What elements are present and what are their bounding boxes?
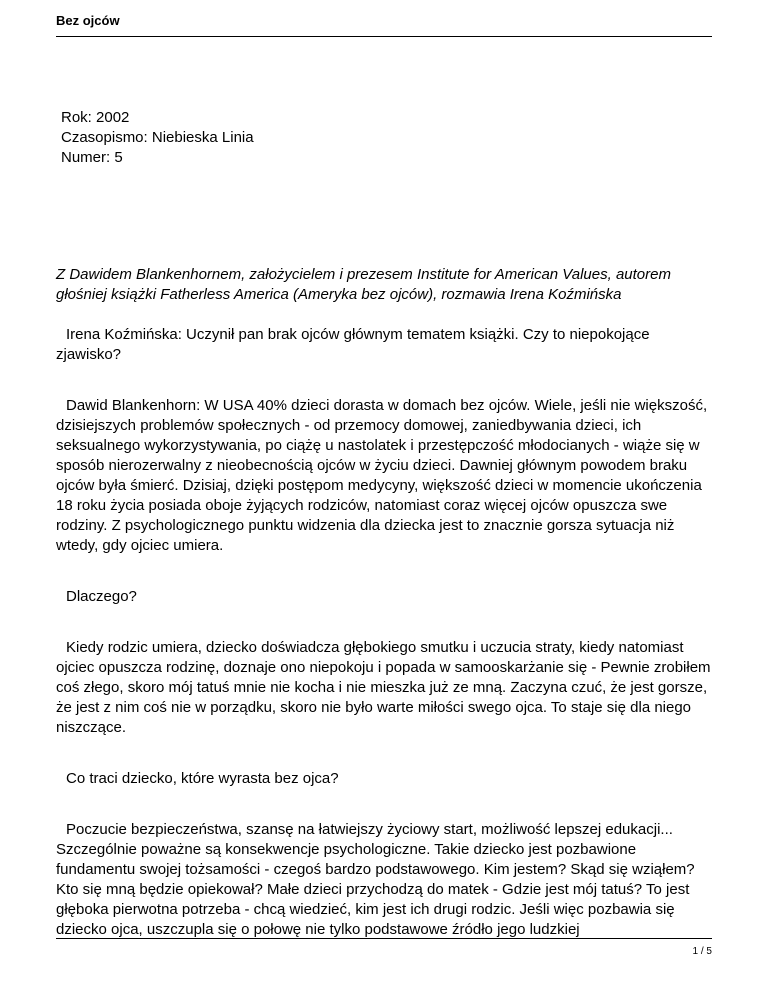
- page-number: 1 / 5: [692, 946, 712, 957]
- article-intro: Z Dawidem Blankenhornem, założycielem i prezesem Institute for American Values, autorem głośniej książki Fatherless America (Ameryka bez ojców), rozmawia Irena Koźmińska: [56, 266, 671, 303]
- paragraph-question-3: Co traci dziecko, które wyrasta bez ojca?: [66, 770, 339, 787]
- paragraph-question-2: Dlaczego?: [66, 588, 137, 605]
- meta-issue: Numer: 5: [61, 149, 123, 166]
- meta-magazine: Czasopismo: Niebieska Linia: [61, 129, 254, 146]
- document-title: Bez ojców: [56, 13, 120, 28]
- page-header: [56, 12, 712, 37]
- page-footer: [56, 938, 712, 957]
- article-body: [56, 265, 718, 940]
- meta-year: Rok: 2002: [61, 109, 130, 126]
- article-metadata: [61, 108, 254, 168]
- paragraph-answer-1: Dawid Blankenhorn: W USA 40% dzieci dorasta w domach bez ojców. Wiele, jeśli nie większość, dzisiejszych problemów społecznych - od przemocy domowej, zaniedbywania dzieci, ich seksualnego wykorzystywania, po ciążę u nastolatek i przestępczość młodocianych - wiąże się w sposób nierozerwalny z nieobecnością ojców w życiu dzieci. Dawniej głównym powodem braku ojców była śmierć. Dzisiaj, dzięki postępom medycyny, większość dzieci w momencie ukończenia 18 roku życia posiada oboje żyjących rodziców, natomiast coraz więcej ojców opuszcza swe rodziny. Z psychologicznego punktu widzenia dla dziecka jest to znacznie gorsza sytuacja niż wtedy, gdy ojciec umiera.: [56, 397, 708, 554]
- paragraph-question-1: Irena Koźmińska: Uczynił pan brak ojców głównym tematem książki. Czy to niepokojące zjawisko?: [56, 326, 650, 363]
- paragraph-answer-3: Poczucie bezpieczeństwa, szansę na łatwiejszy życiowy start, możliwość lepszej edukacji... Szczególnie poważne są konsekwencje psychologiczne. Takie dziecko jest pozbawione fundamentu swojej tożsamości - czegoś bardzo podstawowego. Kim jestem? Skąd się wziąłem? Kto się mną będzie opiekował? Małe dzieci przychodzą do matek - Gdzie jest mój tatuś? To jest głęboka pierwotna potrzeba - chcą wiedzieć, kim jest ich drugi rodzic. Jeśli więc pozbawia się dziecko ojca, uszczupla się o połowę nie tylko podstawowe źródło jego ludzkiej: [56, 821, 695, 938]
- paragraph-answer-2: Kiedy rodzic umiera, dziecko doświadcza głębokiego smutku i uczucia straty, kiedy natomiast ojciec opuszcza rodzinę, doznaje ono niepokoju i popada w samooskarżanie się - Pewnie zrobiłem coś złego, skoro mój tatuś mnie nie kocha i nie mieszka już ze mną. Zaczyna czuć, że jest gorsze, że jest z nim coś nie w porządku, skoro nie było warte miłości swego ojca. To staje się dla niego niszczące.: [56, 639, 711, 736]
